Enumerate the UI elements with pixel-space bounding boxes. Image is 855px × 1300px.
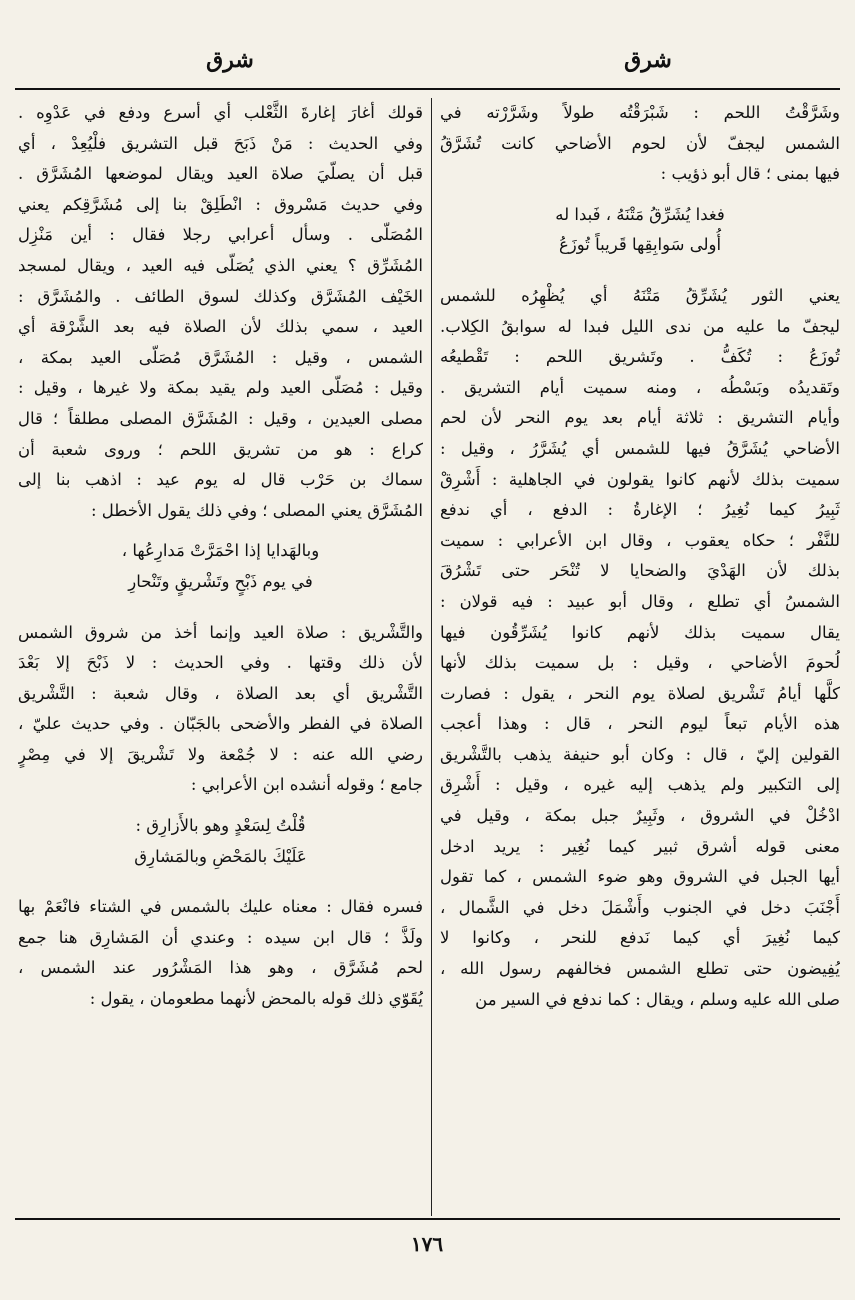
left-column-text-b — [18, 618, 423, 802]
text-line: قولك أغارَ إغارةَ الثَّعْلب أي أسرع ودفع في عَدْوِه . — [18, 103, 423, 122]
text-line: سميت بذلك لأنهم كانوا يقولون في الجاهلية : أَشْرِقْ — [440, 469, 840, 489]
text-line: التَّشْريق أي بعد الصلاة ، وقال شعبة : التَّشْريق — [18, 683, 423, 703]
text-line: لحم مُشَرَّق ، وهو هذا المَشْرُور عند الشمس ، — [18, 958, 423, 978]
text-line: هذه الأيام تبعاً ليوم النحر ، قال : وهذا أعجب — [440, 714, 840, 734]
text-line: للنَّفْر ؛ حكاه يعقوب ، وقال ابن الأعرابي : سميت — [440, 530, 840, 550]
right-column — [440, 98, 840, 1015]
text-line: ليجفّ ما عليه من ندى الليل فبدا له سوابقُ الكِلاب. — [440, 316, 840, 336]
text-line: يعني الثور يُشَرِّقُ مَتْنَهُ أي يُظْهِرُه للشمس — [440, 285, 840, 305]
verse-line: أُولى سَوابِقِها قَريباً تُوزَعُ — [558, 235, 722, 255]
column-divider — [431, 98, 432, 1216]
text-line: ولَذَّ ؛ قال ابن سيده : وعندي أن المَشارِق هنا جمع — [18, 927, 423, 947]
right-column-text-b — [440, 281, 840, 1015]
text-line: المُصَلّى . وسأل أعرابي رجلا فقال : أين مَنْزِل — [18, 225, 423, 245]
header-rule — [15, 88, 840, 90]
verse-line: فغدا يُشَرِّقُ مَتْنَهُ ، فَبدا له — [555, 204, 725, 224]
text-line: فيها بمنى ؛ قال أبو ذؤيب : — [660, 164, 840, 184]
text-line: رضي الله عنه : لا جُمْعة ولا تَشْريقَ إلا في مِصْرٍ — [18, 744, 423, 764]
text-line: وتَقديدُه وبَسْطُه ، ومنه سميت أيام التشريق . — [440, 377, 840, 397]
text-line: جامع ؛ وقوله أنشده ابن الأعرابي : — [190, 775, 423, 795]
text-line: معنى قوله أشرق ثبير كيما نُغِير : يريد ادخل — [440, 836, 840, 856]
text-line: العيد ، سمي بذلك لأن الصلاة فيه بعد الشَّرْقة أي — [18, 317, 423, 337]
text-line: يُفِيضون حتى تطلع الشمس فخالفهم رسول الله ، — [440, 959, 840, 979]
left-column-verse-1 — [18, 536, 423, 597]
text-line: القولين إليّ ، قال : وكان أبو حنيفة يذهب بالتَّشْريق — [440, 744, 840, 764]
text-line: الأضاحي يُشَرَّقُ فيها للشمس أي يُشَرَّرُ ، وقيل : — [440, 438, 840, 458]
page-header — [0, 40, 855, 80]
left-column-verse-2 — [18, 811, 423, 872]
text-line: الشمس ليجفّ لأن لحوم الأضاحي كانت تُشَرَّقُ — [440, 133, 840, 153]
text-line: وفي الحديث : مَنْ ذَبَحَ قبل التشريق فلْيُعِدْ ، أي — [18, 133, 423, 153]
text-line: المُشَرَّق يعني المصلى ؛ وفي ذلك يقول الأخطل : — [90, 500, 423, 520]
text-line: والتَّشْريق : صلاة العيد وإنما أخذ من شروق الشمس — [18, 622, 423, 642]
verse-line: قُلْتُ لِسَعْدٍ وهو بالأَزارِق : — [135, 816, 306, 836]
text-line: بذلك لأن الهَدْيَ والضحايا لا تُنْحَر حتى تَشْرُقَ — [440, 561, 840, 581]
text-line: مصلى العيدين ، وقيل : المُشَرَّق المصلى مطلقاً ؛ قال — [18, 408, 423, 428]
text-line: تُوزَعُ : تُكَفُّ . وتَشريق اللحم : تَقْطيعُه — [440, 347, 840, 367]
text-line: الصلاة في الفطر والأضحى بالجَبّان . وفي حديث عليّ ، — [18, 714, 423, 734]
text-line: يقال سميت بذلك لأنهم كانوا يُشَرِّقُون فيها — [440, 622, 840, 642]
verse-line: عَلَيْكَ بالمَحْضِ وبالمَشارِق — [134, 846, 307, 866]
left-column-text-a — [18, 98, 423, 526]
header-word-left: شرق — [206, 47, 254, 73]
footer-rule — [15, 1218, 840, 1220]
text-line: ثَبِيرُ كيما نُغِيرُ ؛ الإغارةُ : الدفع ، أي ندفع — [440, 500, 840, 520]
text-line: سماك بن حَرْب قال له يوم عيد : اذهب بنا إلى — [18, 470, 423, 490]
verse-line: وبالهَدايا إذا احْمَرَّتْ مَدارِعُها ، — [121, 541, 320, 561]
text-line: يُقَوّي ذلك قوله بالمحض لأنهما مطعومان ، يقول : — [89, 989, 423, 1009]
text-line: الشمس ، وقيل : المُشَرَّق مُصَلّى العيد بمكة ، — [18, 347, 423, 367]
text-line: لأن ذلك وقتها . وفي الحديث : لا ذَبْحَ إلا بَعْدَ — [18, 653, 423, 673]
text-line: وأيام التشريق : ثلاثة أيام بعد يوم النحر لأن لحم — [440, 408, 840, 428]
text-line: الشمسُ أي تطلع ، وقال أبو عبيد : فيه قولان : — [440, 591, 840, 611]
text-line: وشَرَّقْتُ اللحم : شَبْرَقْتُه طولاً وشَرَّرْته في — [440, 103, 840, 122]
text-line: المُشَرِّق ؟ يعني الذي يُصَلّى فيه العيد ، ويقال لمسجد — [18, 255, 423, 275]
text-line: وقيل : مُصَلّى العيد ولم يقيد بمكة ولا غيرها ، وقيل : — [18, 378, 423, 398]
header-word-right: شرق — [624, 47, 672, 73]
text-line: صلى الله عليه وسلم ، ويقال : كما ندفع في السير من — [475, 989, 840, 1009]
text-line: إلى التكبير ولم يذهب إليه غيره ، وقيل : أَشْرِق — [440, 775, 840, 795]
text-line: لُحومَ الأضاحي ، وقيل : بل سميت بذلك لأنها — [440, 653, 840, 673]
text-line: كلَّها أيامُ تَشْريق لصلاة يوم النحر ، يقول : فصارت — [440, 683, 840, 703]
left-column-text-c — [18, 892, 423, 1014]
text-line: أَجْنَبَ دخل في الجنوب وأَشْمَلَ دخل في الشَّمال ، — [440, 897, 840, 917]
right-column-verse-1 — [440, 200, 840, 261]
left-column — [18, 98, 423, 1015]
right-column-text-a — [440, 98, 840, 190]
page-number: ١٧٦ — [410, 1232, 444, 1256]
text-line: الخَيْف المُشَرَّق وكذلك لسوق الطائف . والمُشَرَّق : — [18, 286, 423, 306]
text-line: أيها الجبل في الشروق وهو ضوء الشمس ، كما تقول — [440, 867, 840, 887]
text-line: فسره فقال : معناه عليك بالشمس في الشتاء فانْعَمْ بها — [18, 897, 423, 917]
text-line: وفي حديث مَسْروق : انْطَلِقْ بنا إلى مُشَرَّقِكم يعني — [18, 194, 423, 214]
text-line: كراع : هو من تشريق اللحم ؛ وروى شعبة أن — [18, 439, 423, 459]
text-line: ادْخُلْ في الشروق ، وثَبِيرٌ جبل بمكة ، وقيل في — [440, 806, 840, 826]
verse-line: في يوم ذَبْحٍ وتَشْريقٍ وتَنْحارِ — [128, 571, 313, 591]
text-line: قبل أن يصلّيَ صلاة العيد ويقال لموضعها المُشَرَّق . — [18, 164, 423, 184]
text-line: كيما نُغِيرَ أي كيما نَدفع للنحر ، وكانوا لا — [440, 928, 840, 948]
